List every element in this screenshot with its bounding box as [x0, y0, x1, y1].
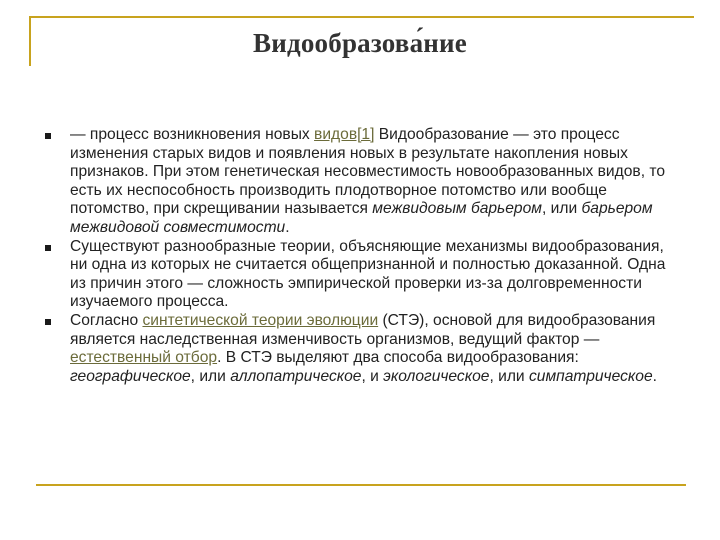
bullet-list — [44, 126, 684, 386]
item-text: . В СТЭ выделяют два способа видообразования: — [217, 349, 579, 367]
item-italic-text: межвидовым барьером — [372, 200, 542, 218]
square-bullet-icon — [45, 245, 51, 251]
item-text: Согласно — [70, 311, 143, 329]
top-border-line — [29, 16, 694, 18]
item-text: , или — [489, 367, 529, 385]
page-title: Видообразова́ние — [253, 28, 467, 58]
item-italic-text: экологическое — [383, 367, 490, 385]
bottom-border-line — [36, 484, 686, 486]
item-text: . — [285, 218, 290, 236]
link-synthetic-theory[interactable]: синтетической теории эволюции — [142, 311, 379, 329]
item-italic-text: барьером межвидовой совместимости — [70, 200, 653, 236]
link-vidov[interactable]: видов[1] — [314, 126, 375, 143]
list-item — [44, 312, 684, 386]
item-text: (СТЭ), основой для видообразования является наследственная изменчивость организмов, ведущий фактор — — [70, 311, 656, 348]
square-bullet-icon — [45, 319, 51, 325]
item-text: , или — [541, 200, 582, 218]
item-italic-text: симпатрическое — [528, 367, 653, 385]
list-item — [44, 126, 684, 238]
item-text: . — [652, 367, 657, 385]
item-italic-text: аллопатрическое — [230, 367, 362, 385]
square-bullet-icon — [45, 133, 51, 139]
item-text: , и — [361, 367, 384, 385]
item-text: Существуют разнообразные теории, объясняющие механизмы видообразования, ни одна из которых не считается общепризнанной и полностью доказанной. Одна из причин этого — сложность эмпирической проверки из-за долговременности изучаемого процесса. — [70, 237, 666, 311]
item-text: , или — [190, 367, 231, 385]
item-text: Видообразование — это процесс изменения старых видов и появления новых в результате накопления новых признаков. При этом генетическая несовместимость новообразованных видов, то есть их неспособность производить плодотворное потомство или вообще потомство, при скрещивании называется — [70, 126, 666, 218]
link-natural-selection[interactable]: естественный отбор — [70, 349, 218, 367]
list-item — [44, 238, 684, 312]
item-text: — процесс возникновения новых — [70, 126, 315, 143]
item-italic-text: географическое — [70, 367, 191, 385]
